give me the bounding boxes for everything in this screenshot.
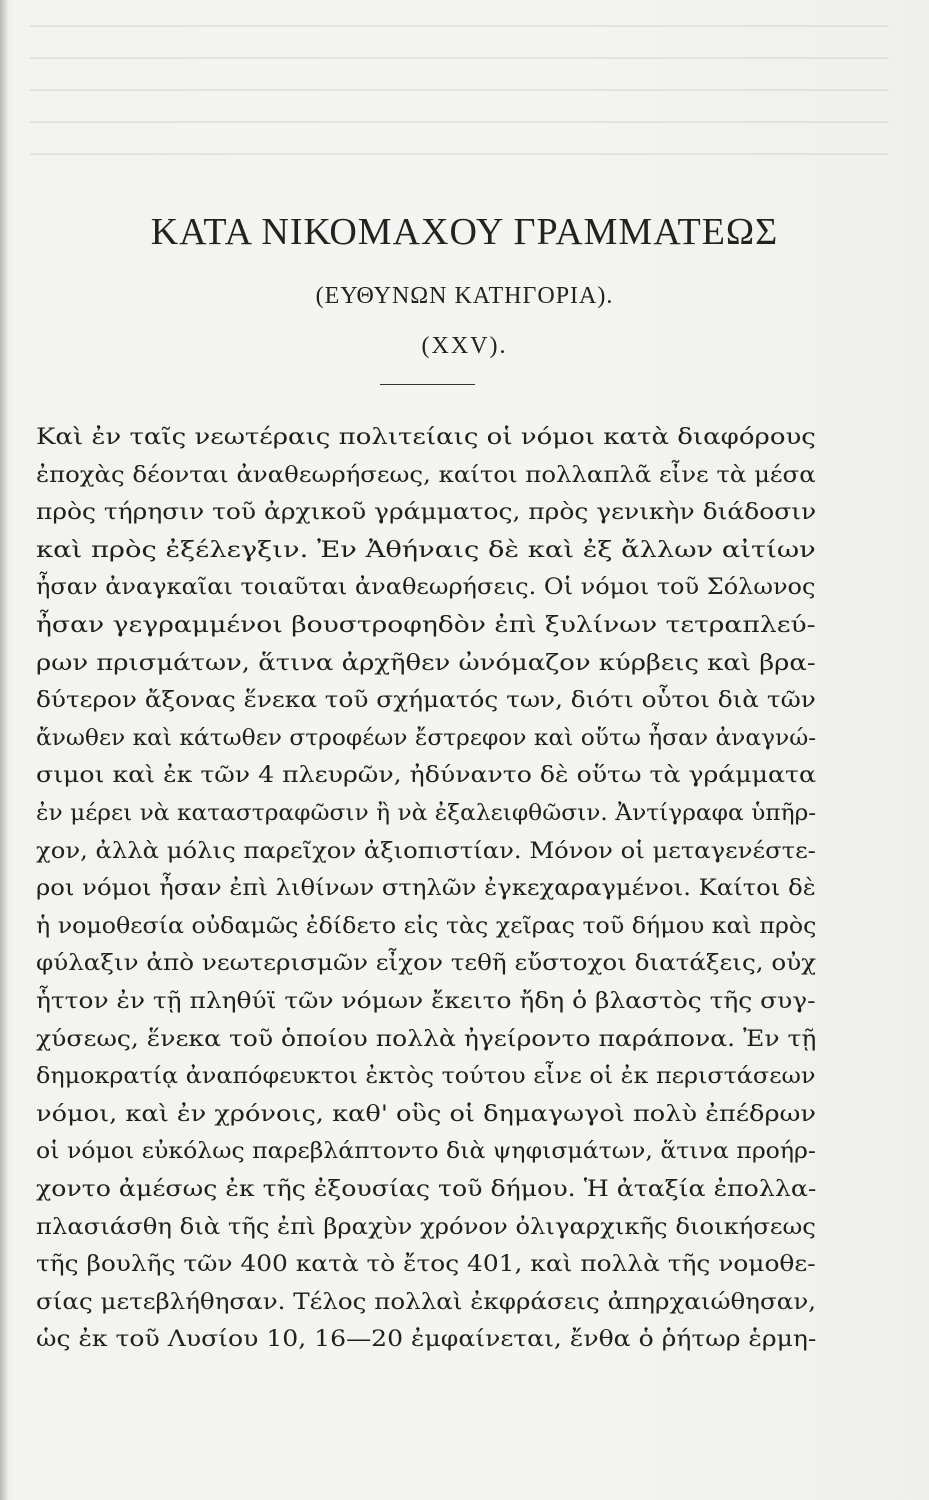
text-line: σιμοι καὶ ἐκ τῶν 4 πλευρῶν, ἠδύναντο δὲ οὕτω τὰ γράμματα <box>36 762 816 789</box>
text-line: χοντο ἀμέσως ἐκ τῆς ἐξουσίας τοῦ δήμου. Ἡ ἀταξία ἐπολλα- <box>36 1176 817 1202</box>
text-line: πρὸς τήρησιν τοῦ ἀρχικοῦ γράμματος, πρὸς γενικὴν διάδοσιν <box>36 499 817 526</box>
title-rule <box>380 384 475 385</box>
text-line: πλασιάσθη διὰ τῆς ἐπὶ βραχὺν χρόνον ὀλιγαρχικῆς διοικήσεως <box>36 1213 816 1240</box>
text-line: καὶ πρὸς ἐξέλεγξιν. Ἐν Ἀθήναις δὲ καὶ ἐξ ἄλλων αἰτίων <box>36 536 816 563</box>
bleed-through-text <box>30 25 889 200</box>
text-line: ροι νόμοι ἦσαν ἐπὶ λιθίνων στηλῶν ἐγκεχαραγμένοι. Καίτοι δὲ <box>36 875 816 902</box>
text-line: οἱ νόμοι εὐκόλως παρεβλάπτοντο διὰ ψηφισμάτων, ἅτινα προήρ- <box>36 1138 816 1165</box>
text-line: ἧττον ἐν τῇ πληθύϊ τῶν νόμων ἔκειτο ἤδη ὁ βλαστὸς τῆς συγ- <box>36 988 816 1014</box>
text-line: ἄνωθεν καὶ κάτωθεν στροφέων ἔστρεφον καὶ οὕτω ἦσαν ἀναγνώ- <box>36 724 817 751</box>
text-line: σίας μετεβλήθησαν. Τέλος πολλαὶ ἐκφράσεις ἀπηρχαιώθησαν, <box>36 1288 817 1315</box>
page-subtitle: (ΕΥΘΥΝΩΝ ΚΑΤΗΓΟΡΙΑ). <box>315 283 614 309</box>
page-title: ΚΑΤΑ ΝΙΚΟΜΑΧΟΥ ΓΡΑΜΜΑΤΕΩΣ <box>150 211 779 253</box>
text-line: ρων πρισμάτων, ἅτινα ἀρχῆθεν ὠνόμαζον κύρβεις καὶ βρα- <box>36 649 816 676</box>
text-line: φύλαξιν ἀπὸ νεωτερισμῶν εἶχον τεθῆ εὔστοχοι διατάξεις, οὐχ <box>36 950 817 977</box>
text-line: ἡ νομοθεσία οὐδαμῶς ἐδίδετο εἰς τὰς χεῖρας τοῦ δήμου καὶ πρὸς <box>36 912 817 939</box>
text-line: ὡς ἐκ τοῦ Λυσίου 10, 16—20 ἐμφαίνεται, ἔνθα ὁ ῥήτωρ ἑρμη- <box>36 1326 817 1353</box>
text-line: νόμοι, καὶ ἐν χρόνοις, καθ' οὓς οἱ δημαγωγοὶ πολὺ ἐπέδρων <box>36 1100 817 1127</box>
text-line: ἦσαν ἀναγκαῖαι τοιαῦται ἀναθεωρήσεις. Οἱ νόμοι τοῦ Σόλωνος <box>36 574 816 601</box>
text-line: ἐν μέρει νὰ καταστραφῶσιν ἢ νὰ ἐξαλειφθῶσιν. Ἀντίγραφα ὑπῆρ- <box>36 800 817 826</box>
text-line: χον, ἀλλὰ μόλις παρεῖχον ἀξιοπιστίαν. Μόνον οἱ μεταγενέστε- <box>36 837 816 864</box>
text-line: ἐποχὰς δέονται ἀναθεωρήσεως, καίτοι πολλαπλᾶ εἶνε τὰ μέσα <box>36 461 816 488</box>
text-line: δημοκρατίᾳ ἀναπόφευκτοι ἐκτὸς τούτου εἶνε οἱ ἐκ περιστάσεων <box>36 1063 816 1090</box>
text-line: δύτερον ἄξονας ἕνεκα τοῦ σχήματός των, διότι οὗτοι διὰ τῶν <box>36 687 816 714</box>
text-line: χύσεως, ἕνεκα τοῦ ὁποίου πολλὰ ἠγείροντο παράπονα. Ἐν τῇ <box>36 1025 817 1052</box>
text-line: τῆς βουλῆς τῶν 400 κατὰ τὸ ἔτος 401, καὶ πολλὰ τῆς νομοθε- <box>36 1251 816 1278</box>
text-line: ἦσαν γεγραμμένοι βουστροφηδὸν ἐπὶ ξυλίνων τετραπλεύ- <box>36 612 816 638</box>
text-line: Καὶ ἐν ταῖς νεωτέραις πολιτείαις οἱ νόμοι κατὰ διαφόρους <box>36 424 816 450</box>
speech-number: (XXV). <box>421 333 508 359</box>
